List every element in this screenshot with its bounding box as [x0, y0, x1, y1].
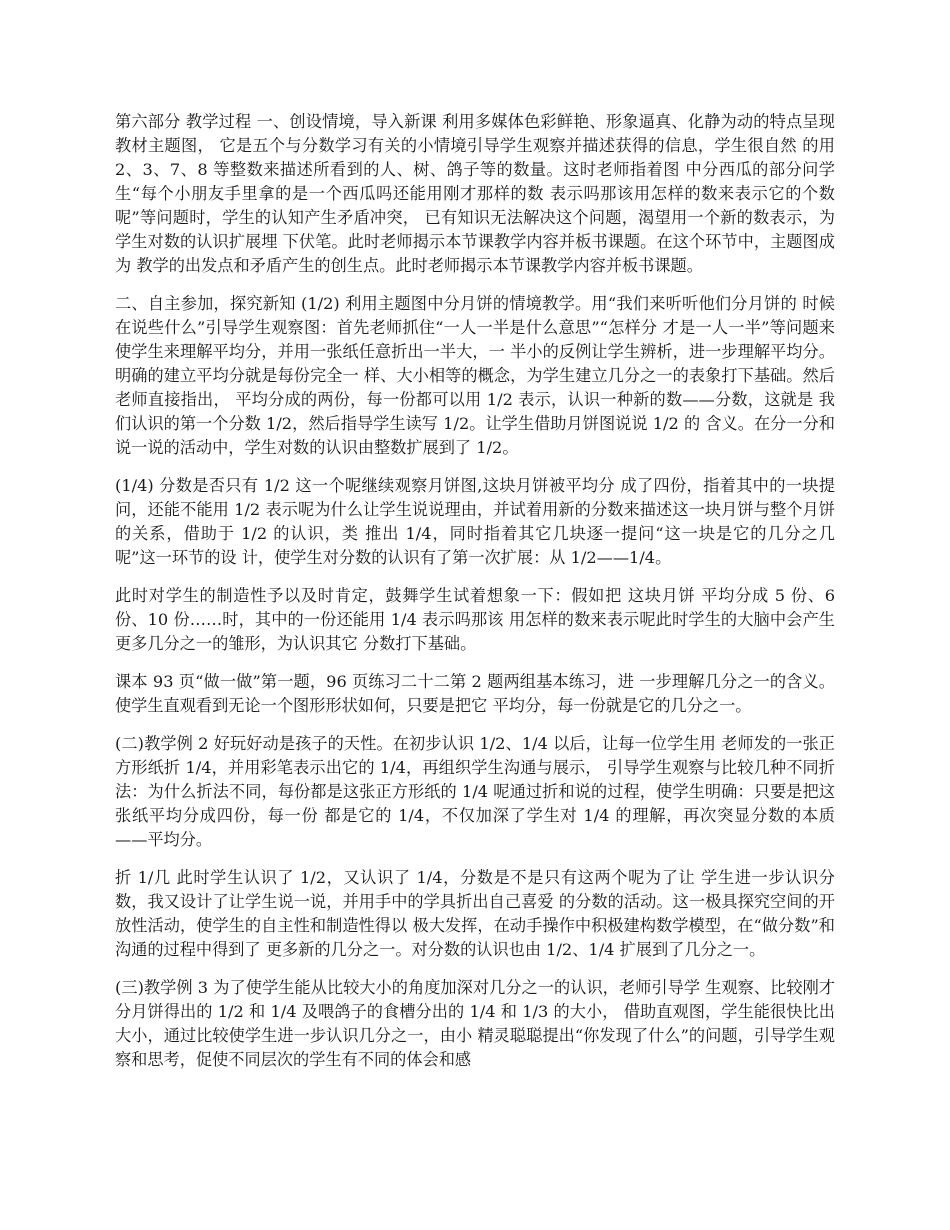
paragraph-6: (二)教学例 2 好玩好动是孩子的天性。在初步认识 1/2、1/4 以后，让每一位学生用 老师发的一张正方形纸折 1/4，并用彩笔表示出它的 1/4，再组织学生沟通与展示， 引导学生观察与比较几种不同折法：为什么折法不同，每份都是这张正方形纸的 1/4 呢通过折和说的过程，使学生明确：只要是把这张纸平均分成四份，每一份 都是它的 1/4，不仅加深了学生对 1/4 的理解，再次突显分数的本质——平均分。 [115, 734, 835, 849]
paragraph-2: 二、自主参加，探究新知 (1/2) 利用主题图中分月饼的情境教学。用“我们来听听他们分月饼的 时候在说些什么”引导学生观察图：首先老师抓住“一人一半是什么意思”“怎样分 才是一人一半”等问题来使学生来理解平均分，并用一张纸任意折出一半大，一 半小的反例让学生辨析，进一步理解平均分。明确的建立平均分就是每份完全一 样、大小相等的概念，为学生建立几分之一的表象打下基础。然后老师直接指出， 平均分成的两份，每一份都可以用 1/2 表示，认识一种新的数——分数，这就是 我们认识的第一个分数 1/2，然后指导学生读写 1/2。让学生借助月饼图说说 1/2 的 含义。在分一分和说一说的活动中，学生对数的认识由整数扩展到了 1/2。 [115, 294, 835, 457]
paragraph-1: 第六部分 教学过程 一、创设情境，导入新课 利用多媒体色彩鲜艳、形象逼真、化静为动的特点呈现教材主题图， 它是五个与分数学习有关的小情境引导学生观察并描述获得的信息，学生很自然 的用 2、3、7、8 等整数来描述所看到的人、树、鸽子等的数量。这时老师指着图 中分西瓜的部分问学生“每个小朋友手里拿的是一个西瓜吗还能用刚才那样的数 表示吗那该用怎样的数来表示它的个数呢”等问题时，学生的认知产生矛盾冲突， 已有知识无法解决这个问题，渴望用一个新的数表示，为学生对数的认识扩展埋 下伏笔。此时老师揭示本节课教学内容并板书课题。在这个环节中，主题图成为 教学的出发点和矛盾产生的创生点。此时老师揭示本节课教学内容并板书课题。 [115, 112, 835, 275]
paragraph-5: 课本 93 页“做一做”第一题，96 页练习二十二第 2 题两组基本练习，进 一步理解几分之一的含义。使学生直观看到无论一个图形形状如何，只要是把它 平均分，每一份就是它的几分之一。 [115, 672, 835, 715]
paragraph-8: (三)教学例 3 为了使学生能从比较大小的角度加深对几分之一的认识，老师引导学 生观察、比较刚才分月饼得出的 1/2 和 1/4 及喂鸽子的食槽分出的 1/4 和 1/3 的大小， 借助直观图，学生能很快比出大小，通过比较使学生进一步认识几分之一，由小 精灵聪聪提出“你发现了什么”的问题，引导学生观察和思考，促使不同层次的学生有不同的体会和感 [115, 978, 835, 1069]
paragraph-3: (1/4) 分数是否只有 1/2 这一个呢继续观察月饼图,这块月饼被平均分 成了四份，指着其中的一块提问，还能不能用 1/2 表示呢为什么让学生说说理由，并试着用新的分数来描述这一块月饼与整个月饼的关系，借助于 1/2 的认识，类 推出 1/4，同时指着其它几块逐一提问“这一块是它的几分之几呢”这一环节的设 计，使学生对分数的认识有了第一次扩展：从 1/2——1/4。 [115, 476, 835, 567]
document-body [115, 110, 835, 1086]
paragraph-7: 折 1/几 此时学生认识了 1/2，又认识了 1/4，分数是不是只有这两个呢为了让 学生进一步认识分数，我又设计了让学生说一说，并用手中的学具折出自己喜爱 的分数的活动。这一极具探究空间的开放性活动，使学生的自主性和制造性得以 极大发挥，在动手操作中积极建构数学模型，在“做分数”和沟通的过程中得到了 更多新的几分之一。对分数的认识也由 1/2、1/4 扩展到了几分之一。 [115, 868, 835, 959]
paragraph-4: 此时对学生的制造性予以及时肯定，鼓舞学生试着想象一下：假如把 这块月饼 平均分成 5 份、6 份、10 份……时，其中的一份还能用 1/4 表示吗那该 用怎样的数来表示呢此时学生的大脑中会产生更多几分之一的雏形，为认识其它 分数打下基础。 [115, 586, 835, 653]
